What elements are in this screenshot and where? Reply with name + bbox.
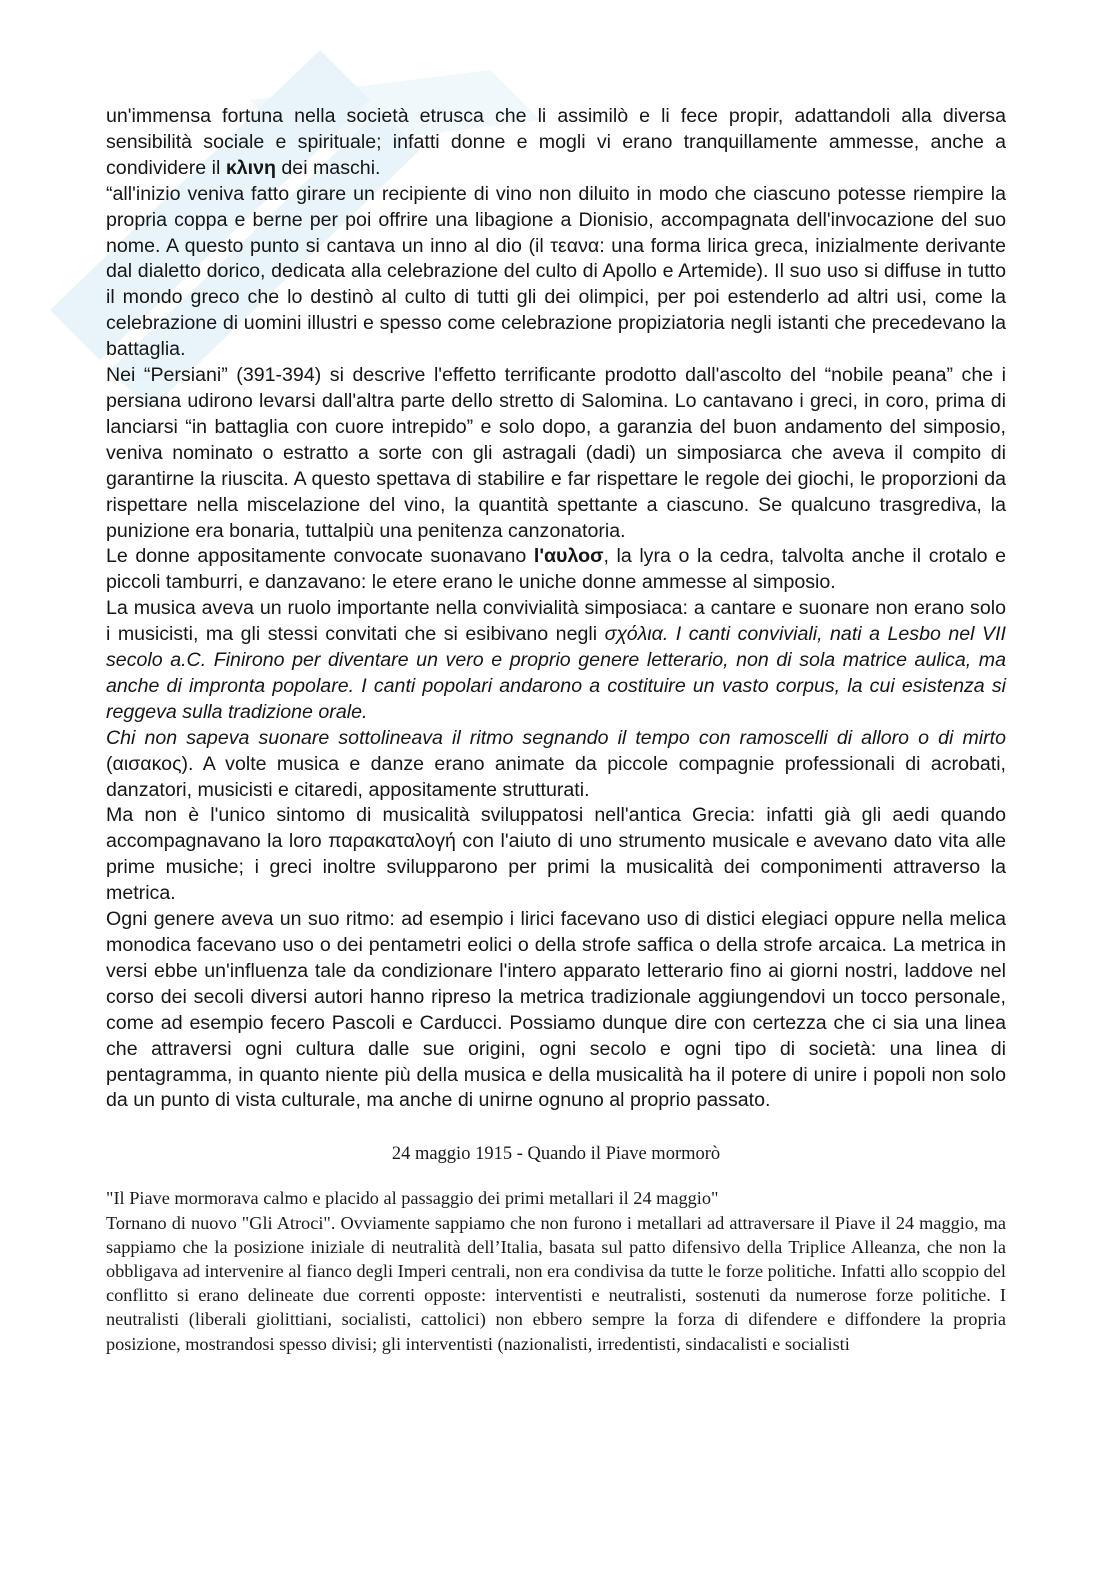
- paragraph-7: Ma non è l'unico sintomo di musicalità sviluppatosi nell'antica Grecia: infatti già gli aedi quando accompagnavano la loro παρακαταλογή con l'aiuto di uno strumento musicale e avevano dato vita alle prime musiche; i greci inoltre svilupparono per primi la musicalità dei componimenti attraverso la metrica.: [106, 804, 1006, 905]
- section-heading-piave: 24 maggio 1915 - Quando il Piave mormorò: [391, 1144, 721, 1165]
- paragraph-4: Le donne appositamente convocate suonavano l'αυλοσ, la lyra o la cedra, talvolta anche il crotalo e piccoli tamburri, e danzavano: le etere erano le uniche donne ammesse al simposio.: [106, 545, 1006, 594]
- paragraph-1: un'immensa fortuna nella società etrusca che li assimilò e li fece propir, adattandoli alla diversa sensibilità sociale e spirituale; infatti donne e mogli vi erano tranquillamente ammesse, anche a condividere il κλινη dei maschi.: [106, 105, 1006, 179]
- greek-term-aulos: l'αυλοσ: [533, 545, 604, 568]
- paragraph-2: “all'inizio veniva fatto girare un recipiente di vino non diluito in modo che ciascuno potesse riempire la propria coppa e berne per poi offrire una libagione a Dionisio, accompagnata dell'invocazione del suo nome. A questo punto si cantava un inno al dio (il τεανα: una forma lirica greca, inizialmente derivante dal dialetto dorico, dedicata alla celebrazione del culto di Apollo e Artemide). Il suo uso si diffuse in tutto il mondo greco che lo destinò al culto di tutti gli dei olimpici, per poi estenderlo ad altri usi, come la celebrazione di uomini illustri e spesso come celebrazione propiziatoria negli istanti che precedevano la battaglia.: [106, 182, 1006, 361]
- greek-term-kline: κλινη: [225, 156, 276, 179]
- paragraph-8: Ogni genere aveva un suo ritmo: ad esempio i lirici facevano uso di distici elegiaci oppure nella melica monodica facevano uso o dei pentametri eolici o della strofe saffica o della strofe arcaica. La metrica in versi ebbe un'influenza tale da condizionare l'intero apparato letterario fino ai giorni nostri, laddove nel corso dei secoli diversi autori hanno ripreso la metrica tradizionale aggiungendovi un tocco personale, come ad esempio fecero Pascoli e Carducci. Possiamo dunque dire con certezza che ci sia una linea che attraversi ogni cultura dalle sue origini, ogni secolo e ogni tipo di società: una linea di pentagramma, in quanto niente più della musica e della musicalità ha il potere di unire i popoli non solo da un punto di vista culturale, ma anche di unirne ognuno al proprio passato.: [106, 908, 1006, 1112]
- paragraph-6: Chi non sapeva suonare sottolineava il ritmo segnando il tempo con ramoscelli di alloro o di mirto (αισακος). A volte musica e danze erano animate da piccole compagnie professionali di acrobati, danzatori, musicisti e citaredi, appositamente strutturati.: [106, 726, 1006, 801]
- document-page: [106, 104, 1006, 1356]
- italian-text-section: [106, 104, 1006, 1114]
- paragraph-5: La musica aveva un ruolo importante nella convivialità simposiaca: a cantare e suonare non erano solo i musicisti, ma gli stessi convitati che si esibivano negli σχόλια. I canti conviviali, nati a Lesbo nel VII secolo a.C. Finirono per diventare un vero e proprio genere letterario, non di sola matrice aulica, ma anche di impronta popolare. I canti popolari andarono a costituire un vasto corpus, la cui esistenza si reggeva sulla tradizione orale.: [106, 597, 1006, 723]
- piave-text-section: [106, 1186, 1006, 1355]
- piave-body: Tornano di nuovo "Gli Atroci". Ovviamente sappiamo che non furono i metallari ad attraversare il Piave il 24 maggio, ma sappiamo che la posizione iniziale di neutralità dell’Italia, basata sul patto difensivo della Triplice Alleanza, che non la obbligava ad intervenire al fianco degli Imperi centrali, non era condivisa da tutte le forze politiche. Infatti allo scoppio del conflitto si erano delineate due correnti opposte: interventisti e neutralisti, sostenuti da numerose forze politiche. I neutralisti (liberali giolittiani, socialisti, cattolici) non ebbero sempre la forza di difendere e diffondere la propria posizione, mostrandosi spesso divisi; gli interventisti (nazionalisti, irredentisti, sindacalisti e socialisti: [106, 1212, 1006, 1354]
- paragraph-3: Nei “Persiani” (391-394) si descrive l'effetto terrificante prodotto dall'ascolto del “nobile peana” che i persiana udirono levarsi dall'altra parte dello stretto di Salomina. Lo cantavano i greci, in coro, prima di lanciarsi “in battaglia con cuore intrepido” e solo dopo, a garanzia del buon andamento del simposio, veniva nominato o estratto a sorte con gli astragali (dadi) un simposiarca che aveva il compito di garantirne la riuscita. A questo spettava di stabilire e far rispettare le regole dei giochi, le proporzioni da rispettare nella miscelazione del vino, la quantità spettante a ciascuno. Se qualcuno trasgrediva, la punizione era bonaria, tuttalpiù una penitenza canzonatoria.: [106, 364, 1006, 542]
- piave-quote: "Il Piave mormorava calmo e placido al passaggio dei primi metallari il 24 maggio": [106, 1188, 719, 1209]
